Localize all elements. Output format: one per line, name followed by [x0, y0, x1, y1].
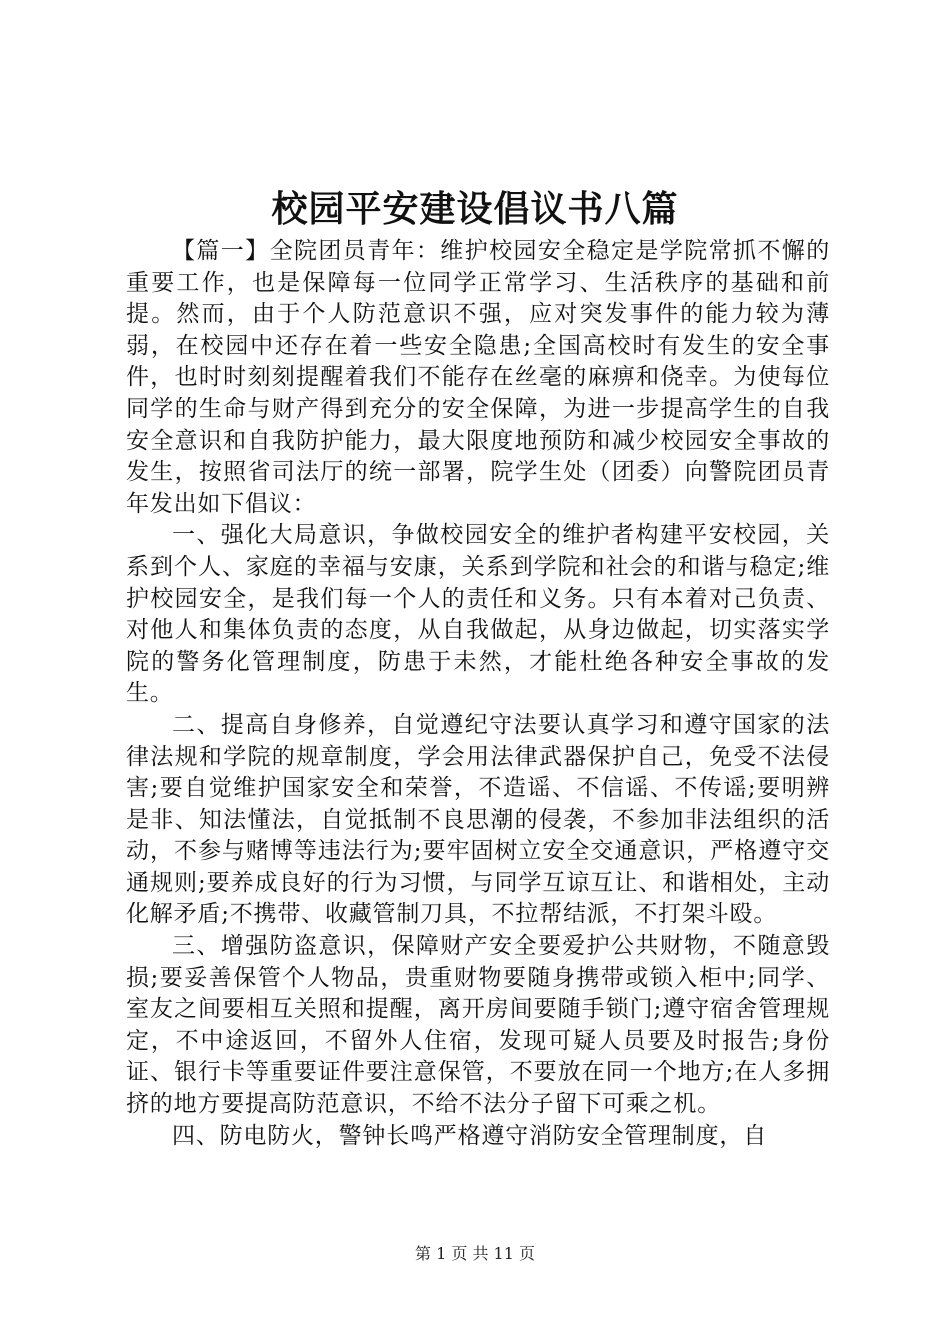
page-number-footer: 第 1 页 共 11 页 — [415, 1244, 535, 1263]
paragraph-item-4: 四、防电防火，警钟长鸣严格遵守消防安全管理制度，自 — [172, 1122, 767, 1149]
document-body — [126, 236, 830, 1152]
paragraph-item-1: 一、强化大局意识，争做校园安全的维护者构建平安校园，关系到个人、家庭的幸福与安康，关系到学院和社会的和谐与稳定;维护校园安全，是我们每一个人的责任和义务。只有本着对己负责、对他人和集体负责的态度，从自我做起，从身边做起，切实落实学院的警务化管理制度，防患于未然，才能杜绝各种安全事故的发生。 — [126, 522, 830, 707]
paragraph-intro: 【篇一】全院团员青年：维护校园安全稳定是学院常抓不懈的重要工作，也是保障每一位同学正常学习、生活秩序的基础和前提。然而，由于个人防范意识不强，应对突发事件的能力较为薄弱，在校园中还存在着一些安全隐患;全国高校时有发生的安全事件，也时时刻刻提醒着我们不能存在丝毫的麻痹和侥幸。为使每位同学的生命与财产得到充分的安全保障，为进一步提高学生的自我安全意识和自我防护能力，最大限度地预防和减少校园安全事故的发生，按照省司法厅的统一部署，院学生处（团委）向警院团员青年发出如下倡议： — [126, 238, 830, 517]
paragraph-item-2: 二、提高自身修养，自觉遵纪守法要认真学习和遵守国家的法律法规和学院的规章制度，学会用法律武器保护自己，免受不法侵害;要自觉维护国家安全和荣誉，不造谣、不信谣、不传谣;要明辨是非、知法懂法，自觉抵制不良思潮的侵袭，不参加非法组织的活动，不参与赌博等违法行为;要牢固树立安全交通意识，严格遵守交通规则;要养成良好的行为习惯，与同学互谅互让、和谐相处，主动化解矛盾;不携带、收藏管制刀具，不拉帮结派，不打架斗殴。 — [126, 711, 830, 928]
document-title: 校园平安建设倡议书八篇 — [271, 188, 679, 230]
paragraph-item-3: 三、增强防盗意识，保障财产安全要爱护公共财物，不随意毁损;要妥善保管个人物品，贵重财物要随身携带或锁入柜中;同学、室友之间要相互关照和提醒，离开房间要随手锁门;遵守宿舍管理规定，不中途返回，不留外人住宿，发现可疑人员要及时报告;身份证、银行卡等重要证件要注意保管，不要放在同一个地方;在人多拥挤的地方要提高防范意识，不给不法分子留下可乘之机。 — [126, 933, 830, 1118]
